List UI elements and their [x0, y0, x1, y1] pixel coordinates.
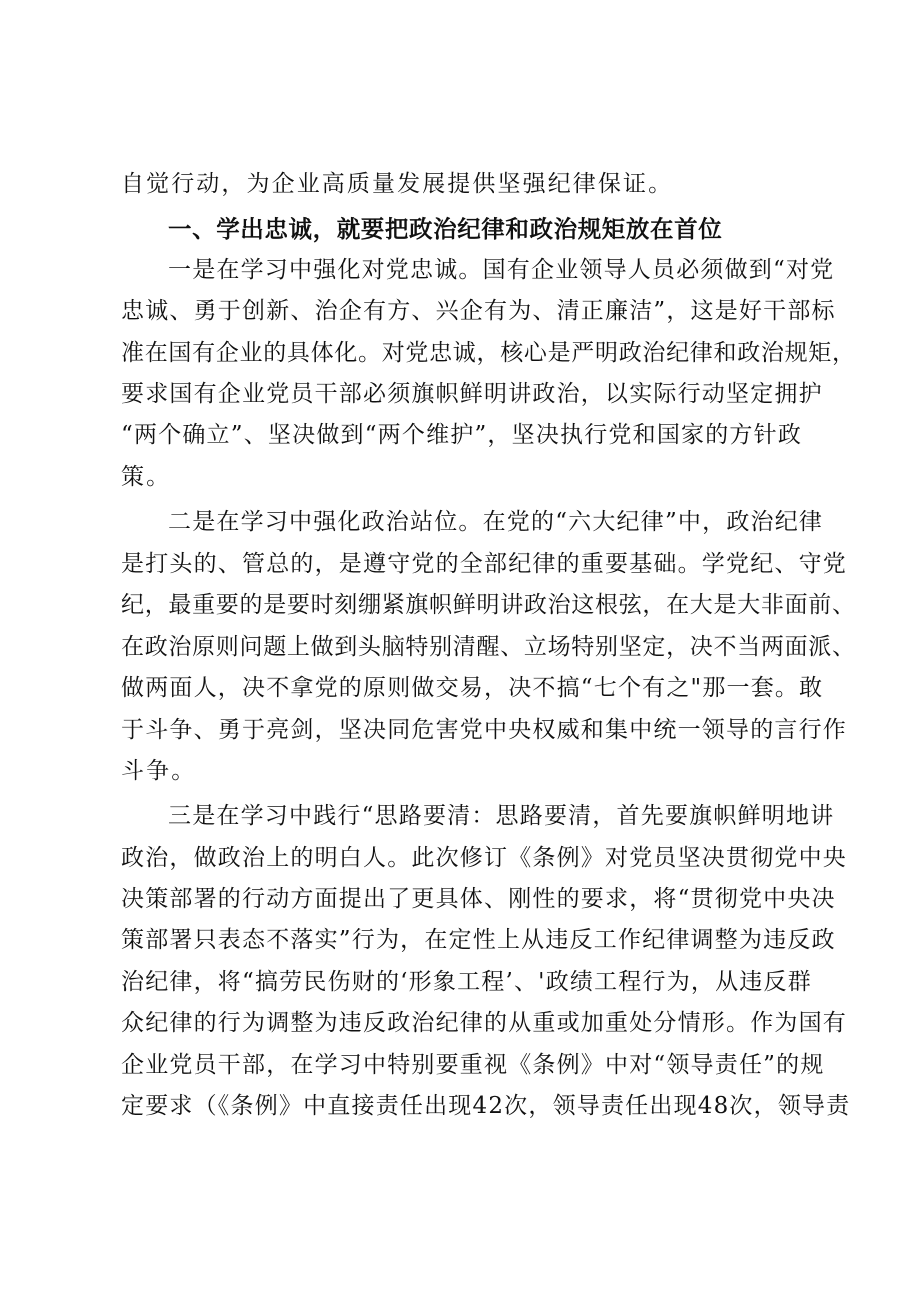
paragraph-line: 一是在学习中强化对党忠诚。国有企业领导人员必须做到“对党 [168, 257, 835, 283]
paragraph-line: 于斗争、勇于亮剑，坚决同危害党中央权威和集中统一领导的言行作 [121, 717, 847, 743]
paragraph-line: “两个确立”、坚决做到“两个维护”，坚决执行党和国家的方针政 [121, 422, 803, 448]
paragraph-line: 是打头的、管总的，是遵守党的全部纪律的重要基础。学党纪、守党 [121, 551, 847, 577]
paragraph-line: 忠诚、勇于创新、治企有方、兴企有为、清正廉洁”，这是好干部标 [121, 298, 836, 324]
paragraph-line: 斗争。 [121, 758, 197, 784]
paragraph-line: 定要求（《条例》中直接责任出现42次，领导责任出现48次，领导责 [121, 1093, 851, 1119]
paragraph-line: 要求国有企业党员干部必须旗帜鲜明讲政治，以实际行动坚定拥护 [121, 381, 823, 407]
paragraph-line: 治纪律，将“搞劳民伤财的‘形象工程’、'政绩工程行为，从违反群 [121, 969, 812, 995]
paragraph-line: 纪，最重要的是要时刻绷紧旗帜鲜明讲政治这根弦，在大是大非面前、 [121, 592, 856, 618]
paragraph-line: 在政治原则问题上做到头脑特别清醒、立场特别坚定，决不当两面派、 [121, 634, 856, 660]
paragraph-line: 策部署只表态不落实”行为，在定性上从违反工作纪律调整为违反政 [121, 927, 836, 953]
paragraph-line: 自觉行动，为企业高质量发展提供坚强纪律保证。 [121, 171, 674, 197]
paragraph-line: 策。 [121, 464, 172, 490]
paragraph-line: 企业党员干部，在学习中特别要重视《条例》中对“领导责任”的规 [121, 1052, 825, 1078]
paragraph-line: 做两面人，决不拿党的原则做交易，决不搞“七个有之"那一套。敢 [121, 675, 824, 701]
paragraph-line: 决策部署的行动方面提出了更具体、刚性的要求，将“贯彻党中央决 [121, 886, 836, 912]
section-heading: 一、学出忠诚，就要把政治纪律和政治规矩放在首位 [168, 215, 723, 243]
paragraph-line: 准在国有企业的具体化。对党忠诚，核心是严明政治纪律和政治规矩， [121, 340, 856, 366]
paragraph-line: 众纪律的行为调整为违反政治纪律的从重或加重处分情形。作为国有 [121, 1010, 847, 1036]
paragraph-line: 二是在学习中强化政治站位。在党的“六大纪律”中，政治纪律 [168, 509, 824, 535]
paragraph-line: 三是在学习中践行“思路要清：思路要清，首先要旗帜鲜明地讲 [168, 803, 835, 829]
paragraph-line: 政治，做政治上的明白人。此次修订《条例》对党员坚决贯彻党中央 [121, 845, 847, 871]
